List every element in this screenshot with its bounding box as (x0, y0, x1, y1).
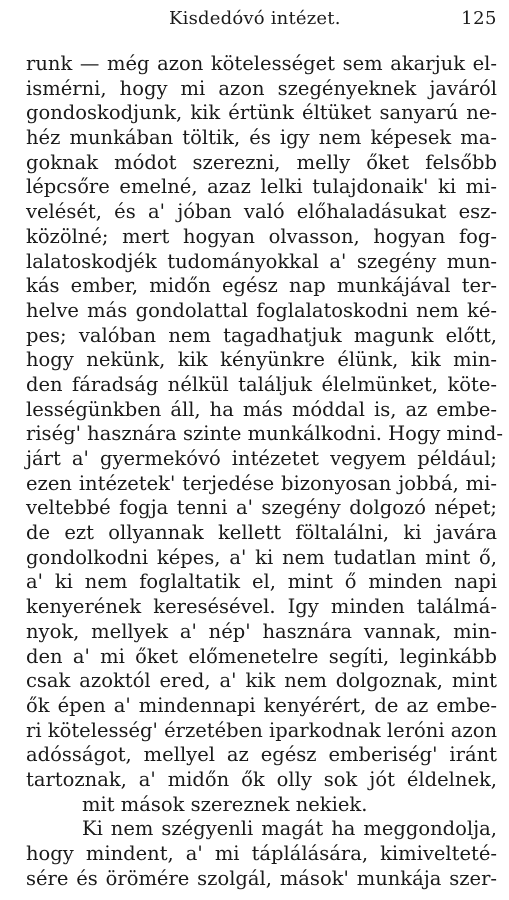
text-line: lalatoskodjék tudományokkal a' szegény mun- (26, 249, 497, 273)
paragraph-start-line: Ki nem szégyenli magát ha meggondolja, (82, 817, 497, 841)
paragraph-end-line: mit mások szereznek nekiek. (82, 792, 368, 816)
page-header (26, 8, 497, 34)
text-line: járt a' gyermekóvó intézetet vegyem például; (26, 447, 497, 470)
text-line: hogy nekünk, kik kényünkre élünk, kik min- (26, 348, 497, 372)
text-line: lességünkben áll, ha más móddal is, az embe- (26, 397, 497, 421)
running-title: Kisdedóvó intézet. (169, 8, 341, 29)
text-line: den a' mi őket előmenetelre segíti, leginkább (26, 644, 497, 668)
text-line: a' ki nem foglaltatik el, mint ő minden napi (26, 570, 497, 594)
text-line: runk — még azon kötelességet sem akarjuk el- (26, 52, 497, 75)
text-line: ismérni, hogy mi azon szegényeknek javáról (26, 76, 497, 100)
text-line: lépcsőre emelné, azaz lelki tulajdonaik' ki mi- (26, 175, 497, 199)
text-line: den fáradság nélkül találjuk élelmünket, köte- (26, 372, 497, 396)
text-line: hogy mindent, a' mi táplálására, kimivelteté- (26, 842, 497, 865)
text-line: goknak módot szerezni, melly őket felsőbb (26, 150, 497, 174)
text-line: kás ember, midőn egész nap munkájával ter- (26, 274, 497, 298)
text-line: gondolkodni képes, a' ki nem tudatlan mint ő, (26, 545, 497, 569)
text-line: tartoznak, a' midőn ők olly sok jót éldelnek, (26, 767, 497, 791)
text-line: ri kötelesség' érzetében iparkodnak leróni azon (26, 718, 497, 742)
book-page (26, 0, 503, 900)
text-line: velését, és a' jóban való előhaladásukat esz- (26, 200, 497, 224)
text-line: ők épen a' mindennapi kenyérért, de az embe- (26, 693, 497, 717)
text-line: pes; valóban nem tagadhatjuk magunk előtt, (26, 323, 497, 347)
text-line: veltebbé fogja tenni a' szegény dolgozó népet; (26, 496, 497, 520)
text-line: sére és örömére szolgál, mások' munkája szer- (26, 866, 497, 890)
text-line: riség' hasznára szinte munkálkodni. Hogy mind- (26, 422, 503, 446)
body-text (26, 52, 503, 891)
text-line: de ezt ollyannak kellett föltalálni, ki javára (26, 521, 497, 545)
text-line: adósságot, mellyel az egész emberiség' iránt (26, 743, 497, 767)
text-line: gondoskodjunk, kik értünk éltüket sanyarú ne- (26, 101, 497, 125)
text-line: héz munkában töltik, és igy nem képesek ma- (26, 126, 497, 150)
text-line: közölné; mert hogyan olvasson, hogyan fog- (26, 224, 497, 248)
text-line: nyok, mellyek a' nép' hasznára vannak, min- (26, 619, 497, 643)
text-line: ezen intézetek' terjedése bizonyosan jobbá, mi- (26, 471, 497, 495)
text-line: helve más gondolattal foglalatoskodni nem ké- (26, 298, 497, 322)
page-number: 125 (461, 8, 497, 29)
text-line: kenyerének keresésével. Igy minden találmá- (26, 595, 497, 619)
text-line: csak azoktól ered, a' kik nem dolgoznak, mint (26, 669, 497, 693)
